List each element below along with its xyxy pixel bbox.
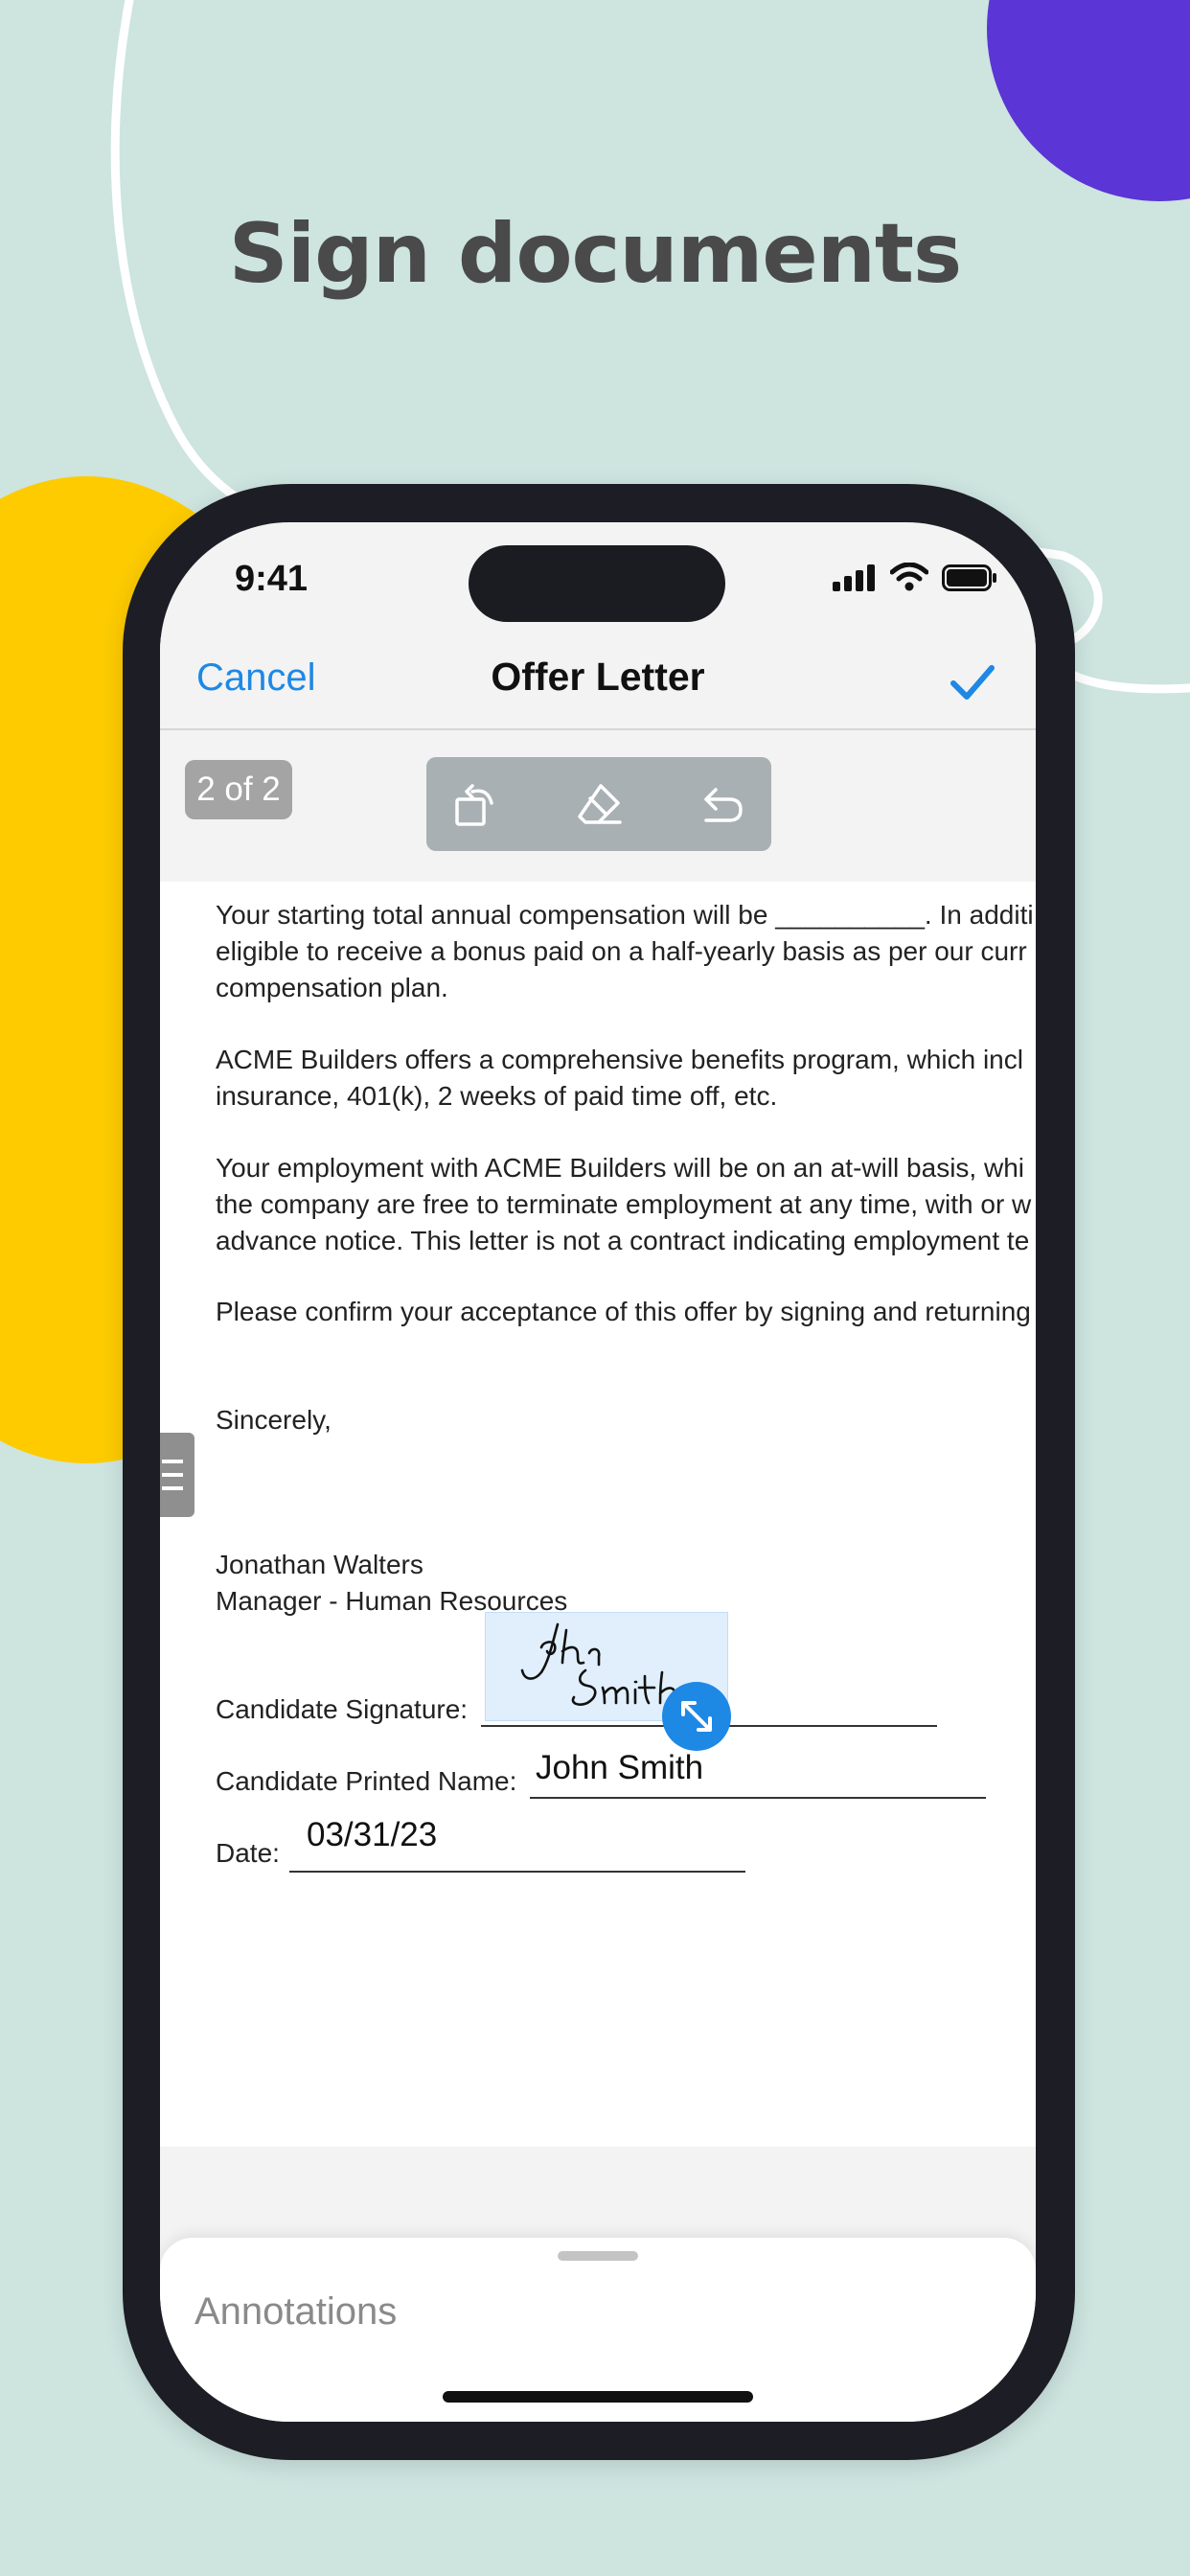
checkmark-icon[interactable] [946,655,999,708]
resize-arrows-icon [662,1682,731,1751]
phone-screen [160,522,1036,2422]
closing-text: Sincerely, [216,1405,332,1435]
navigation-bar [160,637,1036,730]
undo-icon[interactable] [695,778,748,832]
document-page [160,882,1036,2147]
annotations-bottom-sheet[interactable] [160,2238,1036,2422]
status-icons [833,563,997,591]
wifi-icon [890,563,928,591]
paragraph-confirmation: Please confirm your acceptance of this offer by signing and returning [216,1297,1031,1326]
status-time: 9:41 [235,559,309,599]
side-drawer-handle[interactable] [160,1433,195,1517]
page-title: Offer Letter [491,655,705,699]
sheet-title: Annotations [195,2290,398,2333]
signer-name: Jonathan Walters [216,1550,423,1579]
home-indicator[interactable] [443,2391,753,2403]
printed-name-label: Candidate Printed Name: [216,1766,517,1796]
signal-icon [833,564,877,591]
battery-icon [942,564,997,591]
signer-title: Manager - Human Resources [216,1586,568,1616]
rotate-icon[interactable] [449,778,503,832]
sheet-grabber[interactable] [558,2251,638,2261]
hamburger-icon [160,1433,195,1517]
paragraph-employment: Your employment with ACME Builders will be on an at-will basis, whi the company are free to terminate employment at any time, with or w advance notice. This letter is not a contract indicating employment te [216,1153,1032,1255]
printed-name-line [530,1797,986,1799]
page-indicator: 2 of 2 [185,760,292,819]
cancel-button[interactable]: Cancel [196,656,316,699]
purple-circle-decoration [987,0,1190,201]
paragraph-compensation: Your starting total annual compensation will be __________. In additi eligible to receive a bonus paid on a half-yearly basis as per our curr compensation plan. [216,900,1034,1002]
annotation-toolbar [426,757,771,851]
signature-label: Candidate Signature: [216,1694,469,1724]
printed-name-value[interactable]: John Smith [536,1749,704,1786]
eraser-icon[interactable] [572,778,626,832]
date-label: Date: [216,1838,280,1868]
date-value[interactable]: 03/31/23 [307,1816,438,1853]
paragraph-benefits: ACME Builders offers a comprehensive benefits program, which incl insurance, 401(k), 2 weeks of paid time off, etc. [216,1045,1023,1111]
date-line [289,1871,745,1873]
headline: Sign documents [228,206,962,302]
dynamic-island [469,545,725,622]
resize-handle-button[interactable] [662,1682,731,1751]
